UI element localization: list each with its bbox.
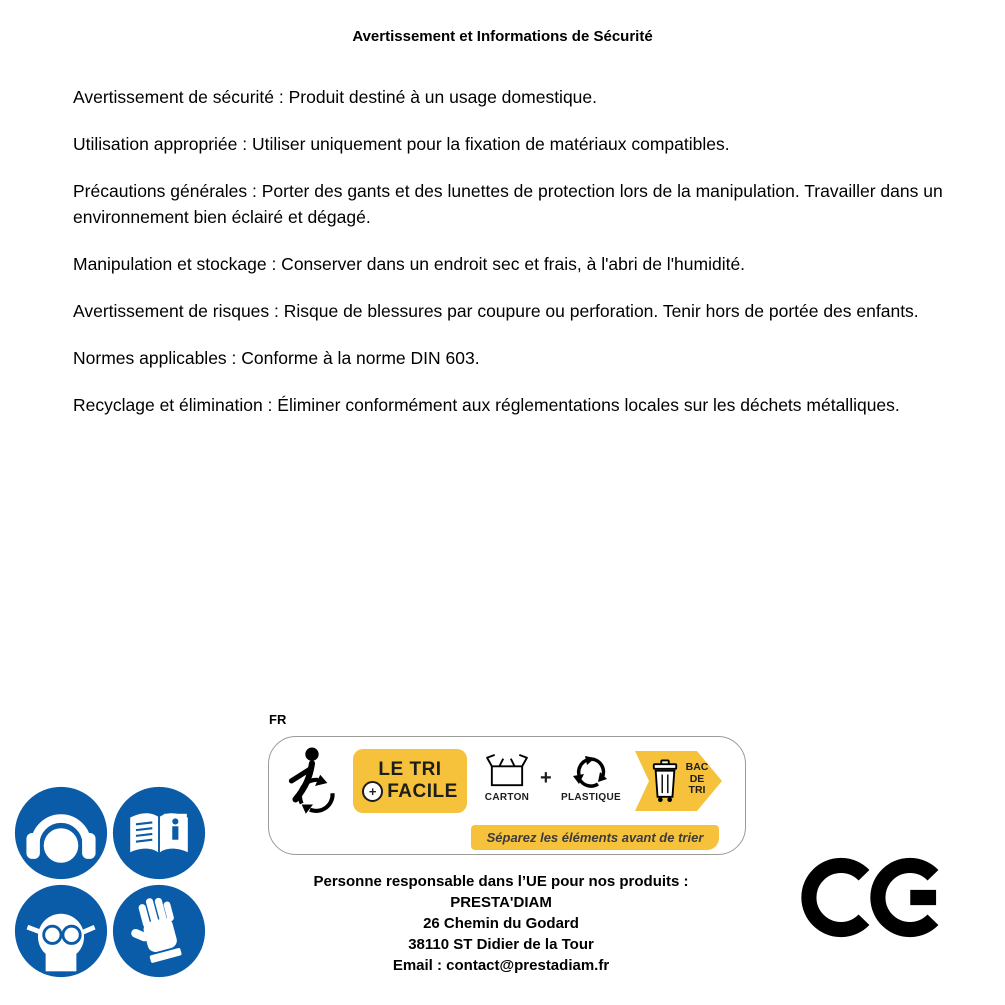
paragraph-applicable-standards: Normes applicables : Conforme à la norme DIN 603.	[73, 348, 480, 368]
carton-box-icon	[483, 753, 531, 789]
country-code-label: FR	[269, 712, 287, 727]
page-title: Avertissement et Informations de Sécurité	[352, 28, 653, 45]
paragraph-recycling-disposal: Recyclage et élimination : Éliminer conformément aux réglementations locales sur les déchets métalliques.	[73, 395, 900, 415]
hand-protection-icon	[111, 883, 207, 979]
responsible-heading: Personne responsable dans l’UE pour nos produits :	[313, 873, 689, 890]
headline-le-tri: LE TRI	[378, 759, 442, 780]
paragraph-appropriate-use: Utilisation appropriée : Utiliser uniquement pour la fixation de matériaux compatibles.	[73, 134, 730, 154]
headline-facile: FACILE	[387, 781, 458, 802]
sorting-bin-icon	[651, 758, 679, 804]
ce-marking-logo	[797, 853, 947, 942]
plastic-recycling-icon	[571, 753, 611, 789]
paragraph-general-precautions: Précautions générales : Porter des gants et des lunettes de protection lors de la manipulation. Travailler dans un environnement bien éclairé et dégagé.	[73, 181, 943, 227]
paragraph-risk-warning: Avertissement de risques : Risque de blessures par coupure ou perforation. Tenir hors de portée des enfants.	[73, 301, 919, 321]
le-tri-facile-badge	[353, 749, 467, 813]
triman-recycling-icon	[281, 746, 345, 822]
company-name: PRESTA'DIAM	[450, 894, 552, 911]
address-line-2: 38110 ST Didier de la Tour	[408, 936, 594, 953]
mandatory-pictograms	[13, 785, 207, 979]
materials-plus-separator: +	[540, 767, 552, 789]
bac-de-tri-text: BAC DE TRI	[685, 761, 709, 796]
read-instructions-icon	[111, 785, 207, 881]
material-carton	[475, 753, 539, 803]
safety-text-block	[73, 84, 973, 439]
responsible-person-block	[248, 871, 754, 976]
sorting-instruction-text: Séparez les éléments avant de trier	[486, 830, 704, 845]
ear-protection-icon	[13, 785, 109, 881]
material-plastique	[559, 753, 623, 803]
bac-de-tri-arrow	[635, 749, 723, 813]
info-tri-label	[268, 736, 746, 855]
sorting-instruction-band	[471, 825, 719, 850]
paragraph-handling-storage: Manipulation et stockage : Conserver dans un endroit sec et frais, à l'abri de l'humidité.	[73, 254, 746, 274]
paragraph-safety-warning: Avertissement de sécurité : Produit destiné à un usage domestique.	[73, 87, 598, 107]
material-carton-label: CARTON	[484, 792, 530, 803]
contact-email: Email : contact@prestadiam.fr	[392, 957, 610, 974]
address-line-1: 26 Chemin du Godard	[423, 915, 579, 932]
eye-protection-icon	[13, 883, 109, 979]
plus-circle-icon: +	[362, 781, 383, 802]
material-plastique-label: PLASTIQUE	[561, 792, 621, 803]
